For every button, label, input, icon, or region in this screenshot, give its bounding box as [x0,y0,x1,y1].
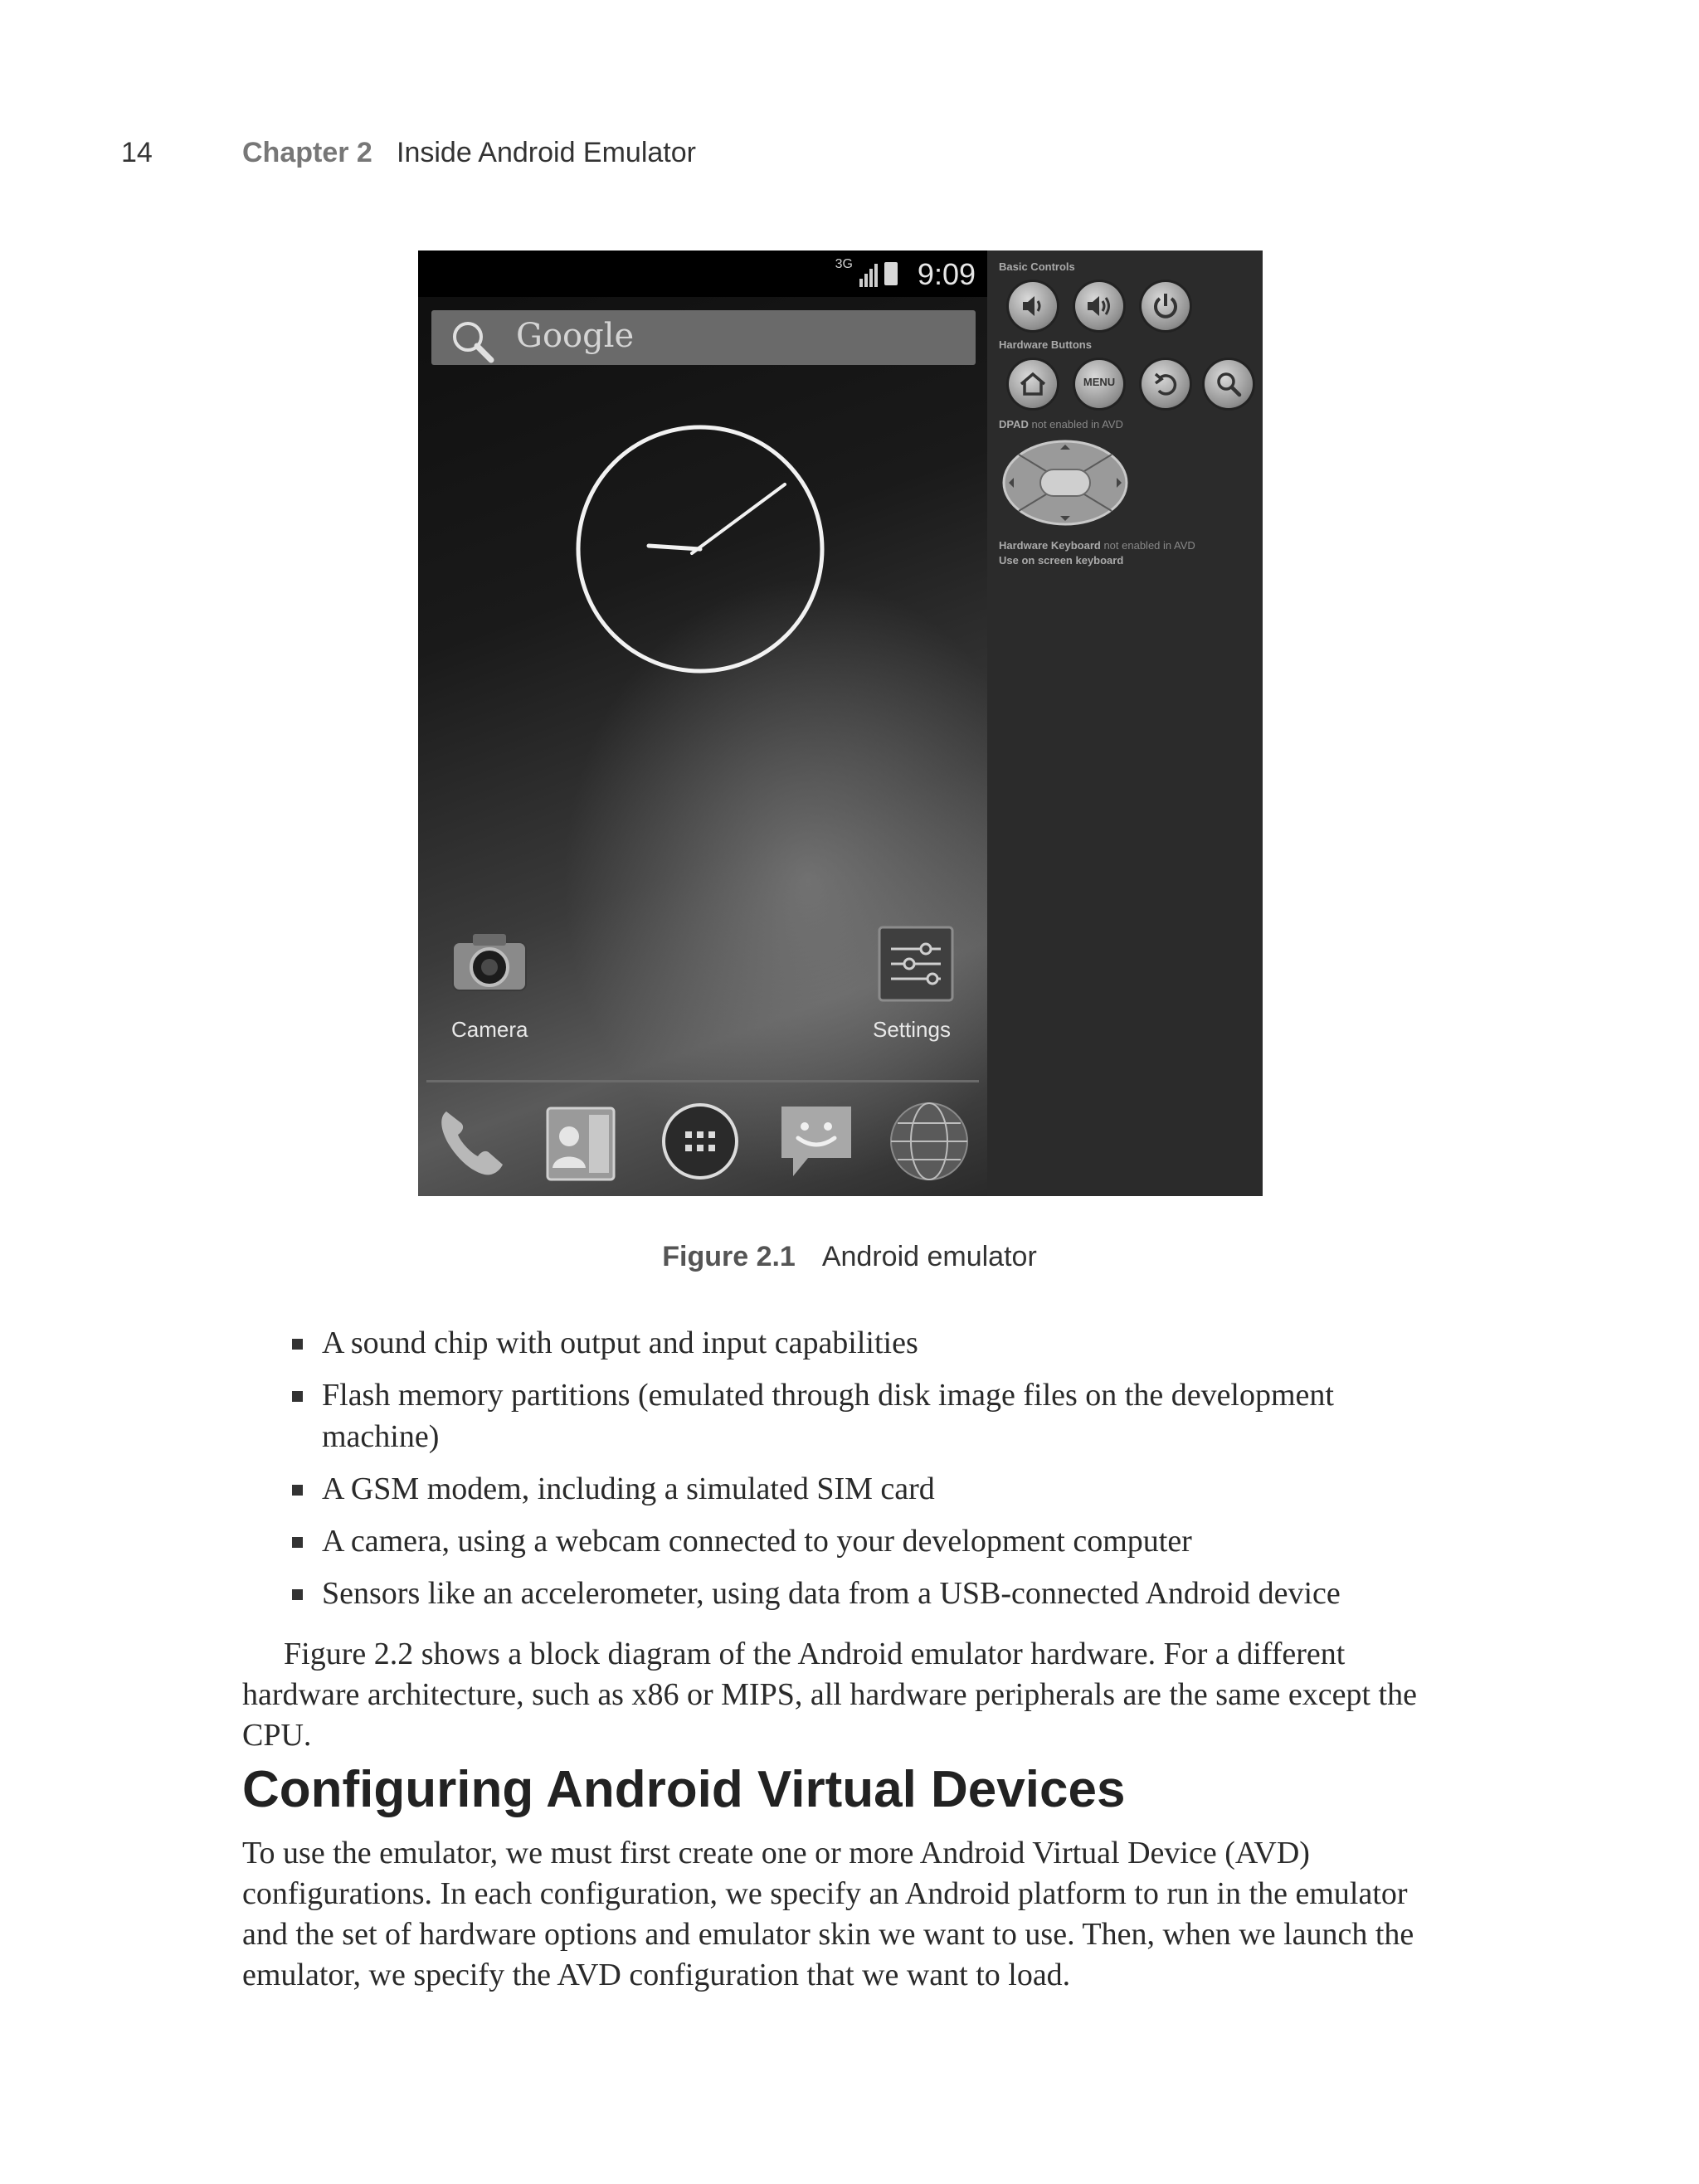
list-item-text: A camera, using a webcam connected to your development computer [322,1524,1192,1559]
contacts-icon[interactable] [539,1100,622,1183]
dock-divider [426,1080,979,1082]
home-button[interactable] [1009,360,1057,408]
hardware-keyboard-label [999,539,1195,552]
emulator-controls-panel [987,251,1263,1196]
status-time: 9:09 [917,257,976,291]
browser-icon[interactable] [888,1100,971,1183]
list-item-text: A sound chip with output and input capabilities [322,1325,918,1360]
figure-caption-text: Android emulator [821,1241,1037,1272]
onscreen-keyboard-label: Use on screen keyboard [999,554,1124,567]
volume-down-icon [1016,289,1049,323]
page-number: 14 [121,137,153,168]
bullet-square-icon [292,1391,303,1402]
google-search-bar[interactable] [431,310,976,365]
power-icon [1149,289,1182,323]
menu-button[interactable] [1075,360,1123,408]
volume-down-button[interactable] [1009,282,1057,330]
list-item-text: Sensors like an accelerometer, using data from a USB-connected Android device [322,1576,1341,1611]
search-icon [450,319,496,365]
list-item [289,1374,1450,1457]
camera-label: Camera [451,1017,528,1042]
back-icon [1149,367,1182,401]
home-icon [1016,367,1049,401]
running-header [0,137,1699,178]
list-item-text: Flash memory partitions (emulated through disk image files on the development machine) [322,1378,1334,1454]
hardware-buttons-label: Hardware Buttons [999,338,1092,351]
status-bar [418,251,987,297]
app-drawer-icon[interactable] [659,1100,742,1183]
bullet-square-icon [292,1537,303,1548]
bullet-square-icon [292,1589,303,1600]
volume-up-icon [1083,289,1116,323]
figure-number: Figure 2.1 [662,1241,796,1272]
list-item [289,1573,1450,1614]
emulator-screen [418,251,987,1196]
body-paragraph: To use the emulator, we must first create one or more Android Virtual Device (AVD) configurations. In each configuration, we specify an Android platform to run in the emulator and the set of hardware options and emulator skin we want to use. Then, when we launch the emulator, we specify the AVD configuration that we want to load. [242,1836,1414,1992]
dpad-control[interactable] [1002,440,1128,526]
bullet-square-icon [292,1485,303,1496]
dpad-note: not enabled in AVD [1031,418,1123,430]
bullet-square-icon [292,1339,303,1350]
basic-controls-label: Basic Controls [999,260,1075,273]
network-type: 3G [835,257,853,271]
power-button[interactable] [1142,282,1190,330]
figure-caption [0,1241,1699,1273]
hardware-bullet-list [289,1322,1450,1625]
volume-up-button[interactable] [1075,282,1123,330]
body-paragraph: Figure 2.2 shows a block diagram of the Android emulator hardware. For a different hardware architecture, such as x86 or MIPS, all hardware peripherals are the same except the CPU. [242,1637,1417,1753]
signal-icon [858,262,879,287]
analog-clock-widget [576,425,825,674]
battery-icon [884,262,898,285]
list-item [289,1520,1450,1562]
messaging-icon[interactable] [775,1100,858,1183]
hardware-keyboard-label-text: Hardware Keyboard [999,539,1101,552]
section-heading: Configuring Android Virtual Devices [242,1761,1126,1818]
dock [418,1090,987,1196]
settings-icon [874,922,957,1005]
search-icon [1212,367,1245,401]
list-item [289,1322,1450,1364]
back-button[interactable] [1142,360,1190,408]
list-item [289,1468,1450,1510]
camera-icon [448,922,531,1005]
phone-icon[interactable] [430,1100,513,1183]
hardware-keyboard-note: not enabled in AVD [1103,539,1195,552]
settings-app[interactable] [874,922,957,1005]
chapter-label: Chapter 2 [242,137,372,168]
dpad-label-text: DPAD [999,418,1029,430]
settings-label: Settings [873,1017,951,1042]
menu-button-label: MENU [1083,376,1116,388]
emulator-figure [418,251,1263,1196]
camera-app[interactable] [448,922,531,1005]
search-button[interactable] [1205,360,1253,408]
google-logo-text: Google [516,317,635,355]
dpad-label [999,418,1123,430]
chapter-title: Inside Android Emulator [397,137,696,168]
list-item-text: A GSM modem, including a simulated SIM card [322,1471,935,1506]
